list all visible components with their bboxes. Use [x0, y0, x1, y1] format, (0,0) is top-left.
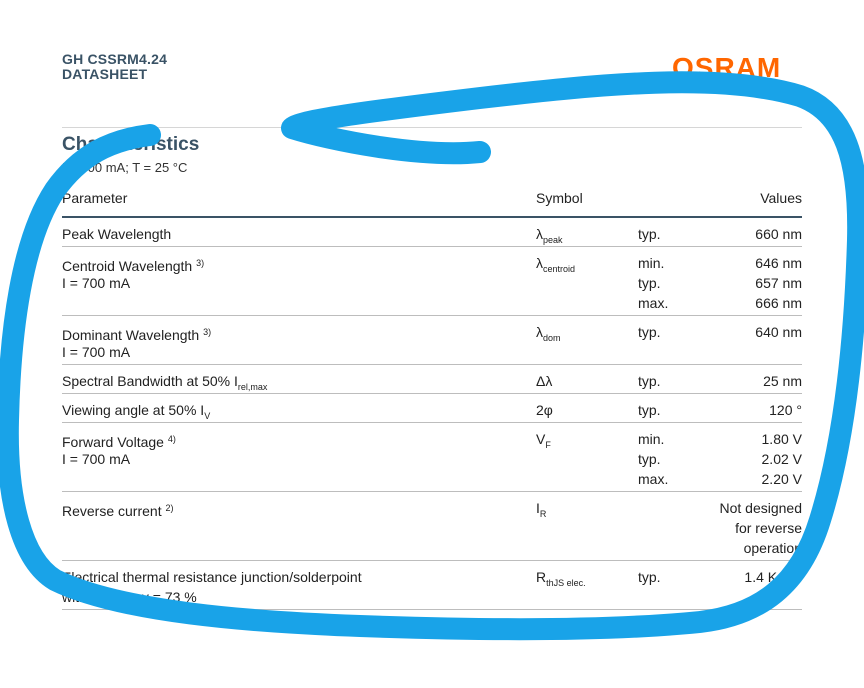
row-parameter: Viewing angle at 50% $I_V$ [62, 402, 211, 421]
row-parameter: Electrical thermal resistance junction/solderpoint [62, 569, 362, 585]
row-parameter: Forward Voltage $^{4)}$ [62, 434, 176, 450]
row-condition: min. [638, 255, 665, 271]
row-condition: typ. [638, 226, 661, 242]
header-values: Values [760, 190, 802, 206]
row-value: 646 nm [755, 255, 802, 271]
row-value: 640 nm [755, 324, 802, 340]
row-subparameter: I = 700 mA [62, 451, 131, 467]
row-value: 2.02 V [761, 451, 802, 467]
row-value: 1.4 K / W [744, 569, 802, 585]
test-conditions [62, 160, 187, 175]
header-symbol: Symbol [536, 190, 583, 206]
row-condition: typ. [638, 569, 661, 585]
characteristics-table [62, 186, 802, 610]
row-condition: max. [638, 295, 669, 311]
table-row [62, 218, 802, 247]
table-row [62, 394, 802, 423]
row-parameter: Dominant Wavelength $^{3)}$ [62, 327, 212, 343]
conditions-text: I = 700 mA; T = 25 °C [62, 160, 188, 175]
row-symbol: $\lambda_{centroid}$ [536, 255, 576, 274]
brand-logo: OSRAM [672, 52, 782, 83]
row-value: 2.20 V [761, 471, 802, 487]
header-divider [62, 127, 802, 128]
section-title: Characteristics [62, 134, 200, 155]
row-value: 666 nm [755, 295, 802, 311]
row-condition: min. [638, 431, 665, 447]
table-row [62, 492, 802, 561]
row-subparameter: with efficiency = 73 % [62, 589, 197, 605]
row-value: Not designed [719, 500, 802, 516]
row-symbol: $\lambda_{dom}$ [536, 324, 561, 343]
row-symbol: $V_F$ [536, 431, 551, 450]
row-condition: typ. [638, 324, 661, 340]
table-row [62, 423, 802, 492]
table-header [62, 186, 802, 218]
table-row [62, 316, 802, 365]
row-condition: typ. [638, 402, 661, 418]
row-symbol: Δλ [536, 373, 553, 389]
row-symbol: $I_R$ [536, 500, 547, 519]
row-parameter: Peak Wavelength [62, 226, 172, 242]
table-row [62, 365, 802, 394]
row-value: 1.80 V [761, 431, 802, 447]
row-value: 25 nm [763, 373, 802, 389]
table-row [62, 561, 802, 610]
row-condition: max. [638, 471, 669, 487]
row-value: operation [743, 540, 802, 556]
document-type: DATASHEET [62, 66, 148, 82]
product-name: GH CSSRM4.24 [62, 51, 168, 67]
row-condition: typ. [638, 275, 661, 291]
row-subparameter: I = 700 mA [62, 344, 131, 360]
row-symbol: $\lambda_{peak}$ [536, 226, 563, 245]
row-value: 660 nm [755, 226, 802, 242]
row-parameter: Centroid Wavelength $^{3)}$ [62, 258, 205, 274]
row-value: for reverse [735, 520, 802, 536]
table-row [62, 247, 802, 316]
header-parameter: Parameter [62, 190, 128, 206]
row-symbol: 2φ [536, 402, 553, 418]
row-value: 120 ° [769, 402, 802, 418]
row-subparameter: I = 700 mA [62, 275, 131, 291]
row-condition: typ. [638, 373, 661, 389]
row-value: 657 nm [755, 275, 802, 291]
row-parameter: Reverse current $^{2)}$ [62, 503, 174, 519]
row-parameter: Spectral Bandwidth at 50% $I_{rel,max}$ [62, 373, 268, 392]
row-symbol: $R_{thJS elec.}$ [536, 569, 586, 588]
row-condition: typ. [638, 451, 661, 467]
document-header [62, 52, 167, 82]
